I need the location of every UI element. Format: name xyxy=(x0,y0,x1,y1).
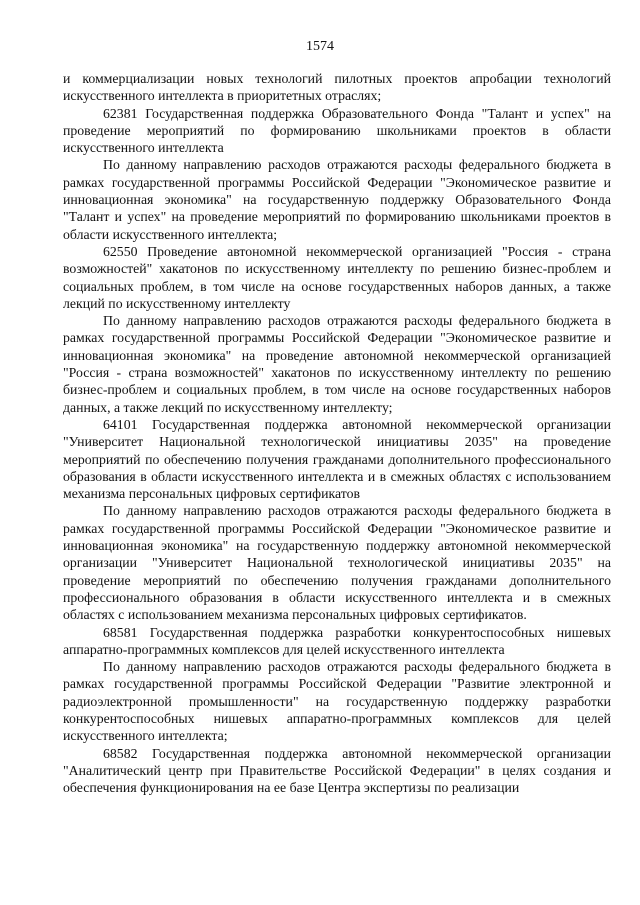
paragraph-62550-heading: 62550 Проведение автономной некоммерческой организацией "Россия - страна возможностей" хакатонов по искусственному интеллекту по решению бизнес-проблем и социальных проблем, в том числе на основе государственных наборов данных, а также лекций по искусственному интеллекту xyxy=(63,243,611,311)
paragraph-62550-description: По данному направлению расходов отражаются расходы федерального бюджета в рамках государственной программы Российской Федерации "Экономическое развитие и инновационная экономика" на проведение автономной некоммерческой организацией "Россия - страна возможностей" хакатонов по искусственному интеллекту по решению бизнес-проблем и социальных проблем, в том числе на основе государственных наборов данных, а также лекций по искусственному интеллекту; xyxy=(63,313,611,415)
page-number: 1574 xyxy=(306,39,334,54)
paragraph-64101-heading: 64101 Государственная поддержка автономной некоммерческой организации "Университет Национальной технологической инициативы 2035" на проведение мероприятий по обеспечению получения гражданами дополнительного профессионального образования в области искусственного интеллекта и в смежных областях с использованием механизма персональных цифровых сертификатов xyxy=(63,416,611,502)
paragraph-64101-description: По данному направлению расходов отражаются расходы федерального бюджета в рамках государственной программы Российской Федерации "Экономическое развитие и инновационная экономика" на государственную поддержку автономной некоммерческой организации "Университет Национальной технологической инициативы 2035" на проведение мероприятий по обеспечению получения гражданами дополнительного профессионального образования в области искусственного интеллекта и в смежных областях с использованием механизма персональных цифровых сертификатов. xyxy=(63,503,611,623)
paragraph-62381-heading: 62381 Государственная поддержка Образовательного Фонда "Талант и успех" на проведение мероприятий по формированию школьниками проектов в области искусственного интеллекта xyxy=(63,105,611,156)
paragraph-62381-description: По данному направлению расходов отражаются расходы федерального бюджета в рамках государственной программы Российской Федерации "Экономическое развитие и инновационная экономика" на государственную поддержку Образовательного Фонда "Талант и успех" на проведение мероприятий по формированию школьниками проектов в области искусственного интеллекта; xyxy=(63,157,611,242)
paragraph-68581-description: По данному направлению расходов отражаются расходы федерального бюджета в рамках государственной программы Российской Федерации "Развитие электронной и радиоэлектронной промышленности" на государственную поддержку разработки конкурентоспособных нишевых аппаратно-программных комплексов для целей искусственного интеллекта; xyxy=(63,659,611,744)
paragraph-68582-heading: 68582 Государственная поддержка автономной некоммерческой организации "Аналитический центр при Правительстве Российской Федерации" в целях создания и обеспечения функционирования на ее базе Центра экспертизы по реализации xyxy=(63,745,611,796)
paragraph-68581-heading: 68581 Государственная поддержка разработки конкурентоспособных нишевых аппаратно-программных комплексов для целей искусственного интеллекта xyxy=(63,624,611,657)
document-body xyxy=(63,70,611,796)
paragraph-continuation: и коммерциализации новых технологий пилотных проектов апробации технологий искусственного интеллекта в приоритетных отраслях; xyxy=(63,71,611,104)
